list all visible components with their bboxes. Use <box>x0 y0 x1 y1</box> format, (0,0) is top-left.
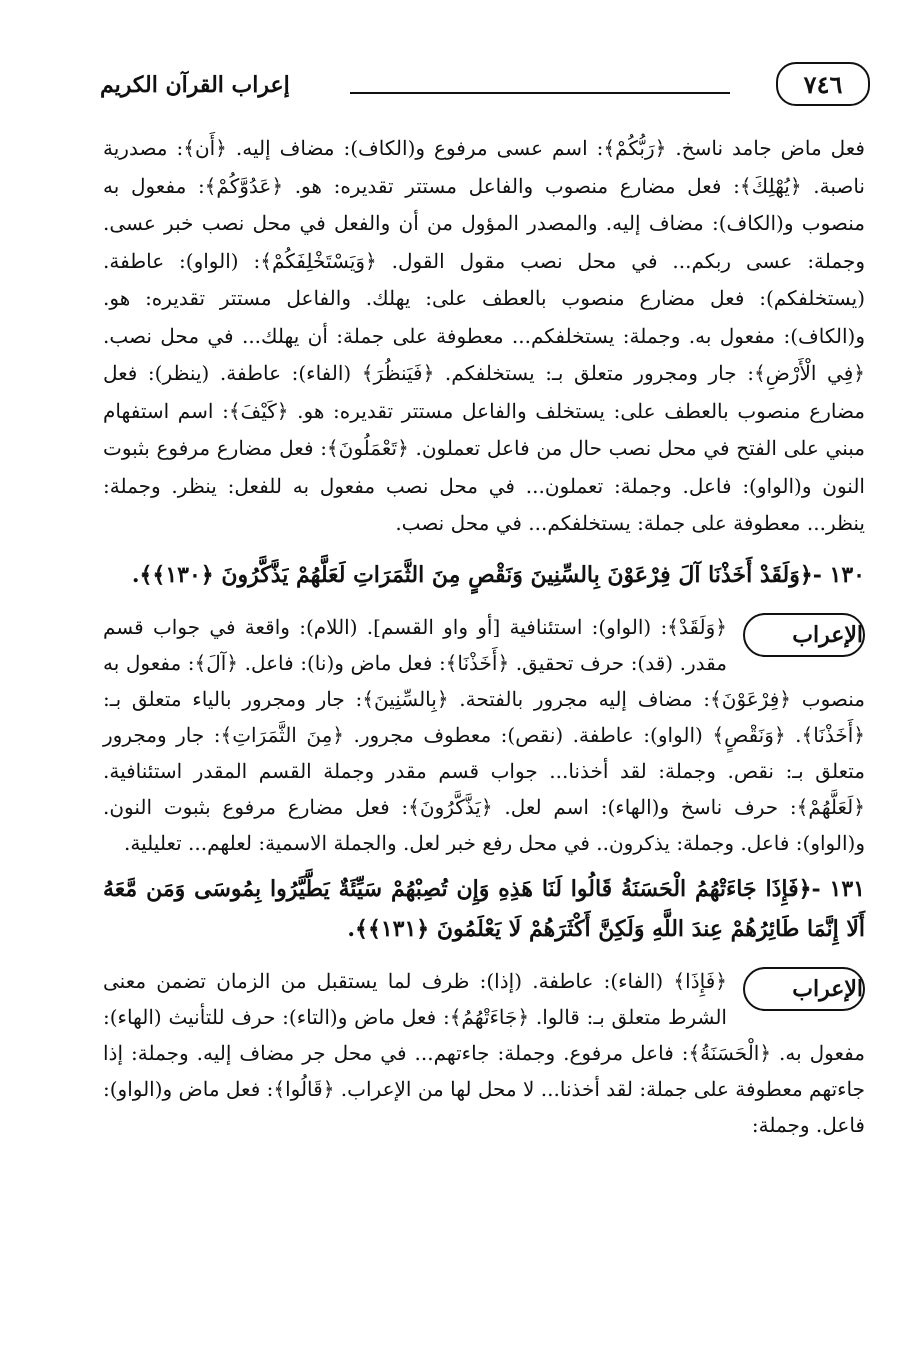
verse-131: ١٣١ -﴿فَإِذَا جَاءَتْهُمُ الْحَسَنَةُ قَالُوا لَنَا هَذِهِ وَإِن تُصِبْهُمْ سَيِّئَةٌ يَطَّيَّرُوا بِمُوسَى وَمَن مَّعَهُ أَلَا إِنَّمَا طَائِرُهُمْ عِندَ اللَّهِ وَلَكِنَّ أَكْثَرَهُمْ لَا يَعْلَمُونَ ﴿١٣١﴾﴾. <box>103 875 865 942</box>
page-number: ٧٤٦ <box>803 69 843 99</box>
irab-block-131 <box>103 963 865 1143</box>
continuation-paragraph: فعل ماض جامد ناسخ. ﴿رَبُّكُمْ﴾: اسم عسى مرفوع و(الكاف): مضاف إليه. ﴿أَن﴾: مصدرية ناصبة. ﴿يُهْلِكَ﴾: فعل مضارع منصوب والفاعل مستتر تقديره: هو. ﴿عَدُوَّكُمْ﴾: مفعول به منصوب و(الكاف): مضاف إليه. والمصدر المؤول من أن والفعل في محل نصب خبر عسى. وجملة: عسى ربكم... في محل نصب مقول القول. ﴿وَيَسْتَخْلِفَكُمْ﴾: (الواو): عاطفة. (يستخلفكم): فعل مضارع منصوب بالعطف على: يهلك. والفاعل مستتر تقديره: هو. و(الكاف): مفعول به. وجملة: يستخلفكم... معطوفة على جملة: أن يهلك... في محل نصب. ﴿فِي الْأَرْضِ﴾: جار ومجرور متعلق بـ: يستخلفكم. ﴿فَيَنظُرَ﴾ (الفاء): عاطفة. (ينظر): فعل مضارع منصوب بالعطف على: يستخلف والفاعل مستتر تقديره: هو. ﴿كَيْفَ﴾: اسم استفهام مبني على الفتح في محل نصب حال من فاعل تعملون. ﴿تَعْمَلُونَ﴾: فعل مضارع مرفوع بثبوت النون و(الواو): فاعل. وجملة: تعملون... في محل نصب مفعول به للفعل: ينظر. وجملة: ينظر... معطوفة على جملة: يستخلفكم... في محل نصب. <box>103 136 866 535</box>
page-content <box>103 130 865 1143</box>
book-title: إعراب القرآن الكريم <box>100 72 290 98</box>
irab-label-130: الإعراب <box>743 613 865 657</box>
irab-block-130 <box>103 609 865 861</box>
page-header <box>100 60 870 110</box>
header-rule <box>350 92 730 94</box>
page-number-badge <box>776 62 870 106</box>
irab-label-131: الإعراب <box>743 967 865 1011</box>
verse-130: ١٣٠ -﴿وَلَقَدْ أَخَذْنَا آلَ فِرْعَوْنَ بِالسِّنِينَ وَنَقْصٍ مِنَ الثَّمَرَاتِ لَعَلَّهُمْ يَذَّكَّرُونَ ﴿١٣٠﴾﴾. <box>131 561 865 588</box>
irab-text-131: ﴿فَإِذَا﴾ (الفاء): عاطفة. (إذا): ظرف لما يستقبل من الزمان تضمن معنى الشرط متعلق بـ: قالوا. ﴿جَاءَتْهُمُ﴾: فعل ماض و(التاء): حرف للتأنيث (الهاء): مفعول به. ﴿الْحَسَنَةُ﴾: فاعل مرفوع. وجملة: جاءتهم... في محل جر مضاف إليه. وجملة: إذا جاءتهم معطوفة على جملة: لقد أخذنا... لا محل لها من الإعراب. ﴿قَالُوا﴾: فعل ماض و(الواو): فاعل. وجملة: <box>103 968 865 1137</box>
irab-text-130: ﴿وَلَقَدْ﴾: (الواو): استئنافية [أو واو القسم]. (اللام): واقعة في جواب قسم مقدر. (قد): حرف تحقيق. ﴿أَخَذْنَا﴾: فعل ماض و(نا): فاعل. ﴿آلَ﴾: مفعول به منصوب ﴿فِرْعَوْنَ﴾: مضاف إليه مجرور بالفتحة. ﴿بِالسِّنِينَ﴾: جار ومجرور بالياء متعلق بـ: ﴿أَخَذْنَا﴾. ﴿وَنَقْصٍ﴾ (الواو): عاطفة. (نقص): معطوف مجرور. ﴿مِنَ الثَّمَرَاتِ﴾: جار ومجرور متعلق بـ: نقص. وجملة: لقد أخذنا... جواب قسم مقدر وجملة القسم المقدر استئنافية. ﴿لَعَلَّهُمْ﴾: حرف ناسخ و(الهاء): اسم لعل. ﴿يَذَّكَّرُونَ﴾: فعل مضارع مرفوع بثبوت النون. و(الواو): فاعل. وجملة: يذكرون.. في محل رفع خبر لعل. والجملة الاسمية: لعلهم... تعليلية. <box>103 614 865 855</box>
